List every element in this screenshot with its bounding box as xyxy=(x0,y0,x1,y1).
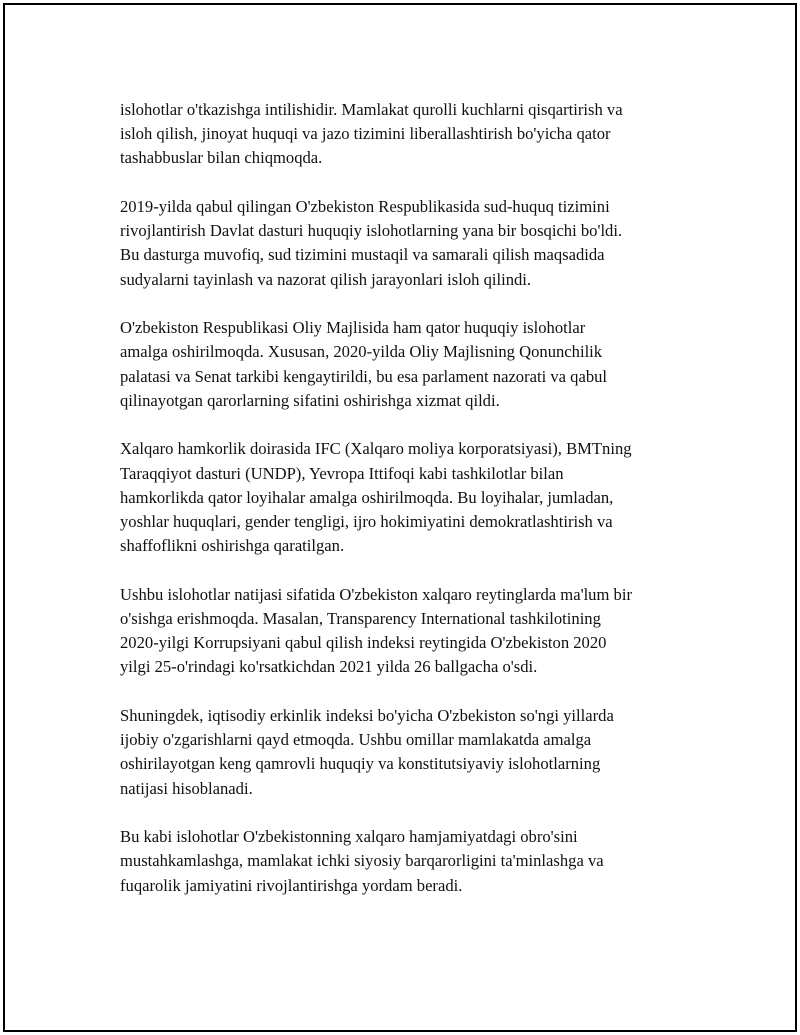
text-line: mustahkamlashga, mamlakat ichki siyosiy barqarorligini ta'minlashga va xyxy=(120,851,604,871)
paragraph-1 xyxy=(120,98,705,171)
paragraph-6 xyxy=(120,704,705,801)
text-line: palatasi va Senat tarkibi kengaytirildi, bu esa parlament nazorati va qabul xyxy=(120,366,608,386)
text-line: yoshlar huquqlari, gender tengligi, ijro hokimiyatini demokratlashtirish va xyxy=(120,512,613,532)
text-line: oshirilayotgan keng qamrovli huquqiy va konstitutsiyaviy islohotlarning xyxy=(120,754,601,774)
text-line: Bu kabi islohotlar O'zbekistonning xalqaro hamjamiyatdagi obro'sini xyxy=(120,827,578,847)
text-line: Shuningdek, iqtisodiy erkinlik indeksi bo'yicha O'zbekiston so'ngi yillarda xyxy=(120,706,614,726)
paragraph-3 xyxy=(120,316,705,413)
text-line: yilgi 25-o'rindagi ko'rsatkichdan 2021 yilda 26 ballgacha o'sdi. xyxy=(120,657,538,677)
text-line: Xalqaro hamkorlik doirasida IFC (Xalqaro moliya korporatsiyasi), BMTning xyxy=(120,439,632,459)
text-line: o'sishga erishmoqda. Masalan, Transparency International tashkilotining xyxy=(120,609,601,629)
text-line: Ushbu islohotlar natijasi sifatida O'zbekiston xalqaro reytinglarda ma'lum bir xyxy=(120,584,632,604)
text-line: 2019-yilda qabul qilingan O'zbekiston Respublikasida sud-huquq tizimini xyxy=(120,197,610,216)
text-line: islohotlar o'tkazishga intilishidir. Mamlakat qurolli kuchlarni qisqartirish va xyxy=(120,100,623,119)
text-line: qilinayotgan qarorlarning sifatini oshirishga xizmat qildi. xyxy=(120,390,500,410)
document-body xyxy=(120,98,705,922)
text-line: amalga oshirilmoqda. Xususan, 2020-yilda Oliy Majlisning Qonunchilik xyxy=(120,342,603,362)
text-line: Bu dasturga muvofiq, sud tizimini mustaqil va samarali qilish maqsadida xyxy=(120,245,605,265)
text-line: isloh qilish, jinoyat huquqi va jazo tizimini liberallashtirish bo'yicha qator xyxy=(120,124,611,144)
text-line: Taraqqiyot dasturi (UNDP), Yevropa Ittifoqi kabi tashkilotlar bilan xyxy=(120,463,564,483)
text-line: 2020-yilgi Korrupsiyani qabul qilish indeksi reytingida O'zbekiston 2020 xyxy=(120,633,607,653)
text-line: natijasi hisoblanadi. xyxy=(120,778,253,798)
paragraph-5 xyxy=(120,583,705,680)
text-line: ijobiy o'zgarishlarni qayd etmoqda. Ushbu omillar mamlakatda amalga xyxy=(120,730,592,750)
document-page xyxy=(3,3,797,1032)
text-line: rivojlantirish Davlat dasturi huquqiy islohotlarning yana bir bosqichi bo'ldi. xyxy=(120,221,623,241)
paragraph-7 xyxy=(120,825,705,898)
text-line: O'zbekiston Respublikasi Oliy Majlisida ham qator huquqiy islohotlar xyxy=(120,318,586,338)
text-line: sudyalarni tayinlash va nazorat qilish jarayonlari isloh qilindi. xyxy=(120,269,532,289)
text-line: fuqarolik jamiyatini rivojlantirishga yordam beradi. xyxy=(120,875,463,895)
text-line: tashabbuslar bilan chiqmoqda. xyxy=(120,148,323,168)
paragraph-4 xyxy=(120,437,705,558)
paragraph-2 xyxy=(120,195,705,292)
text-line: hamkorlikda qator loyihalar amalga oshirilmoqda. Bu loyihalar, jumladan, xyxy=(120,487,614,507)
text-line: shaffoflikni oshirishga qaratilgan. xyxy=(120,536,345,556)
